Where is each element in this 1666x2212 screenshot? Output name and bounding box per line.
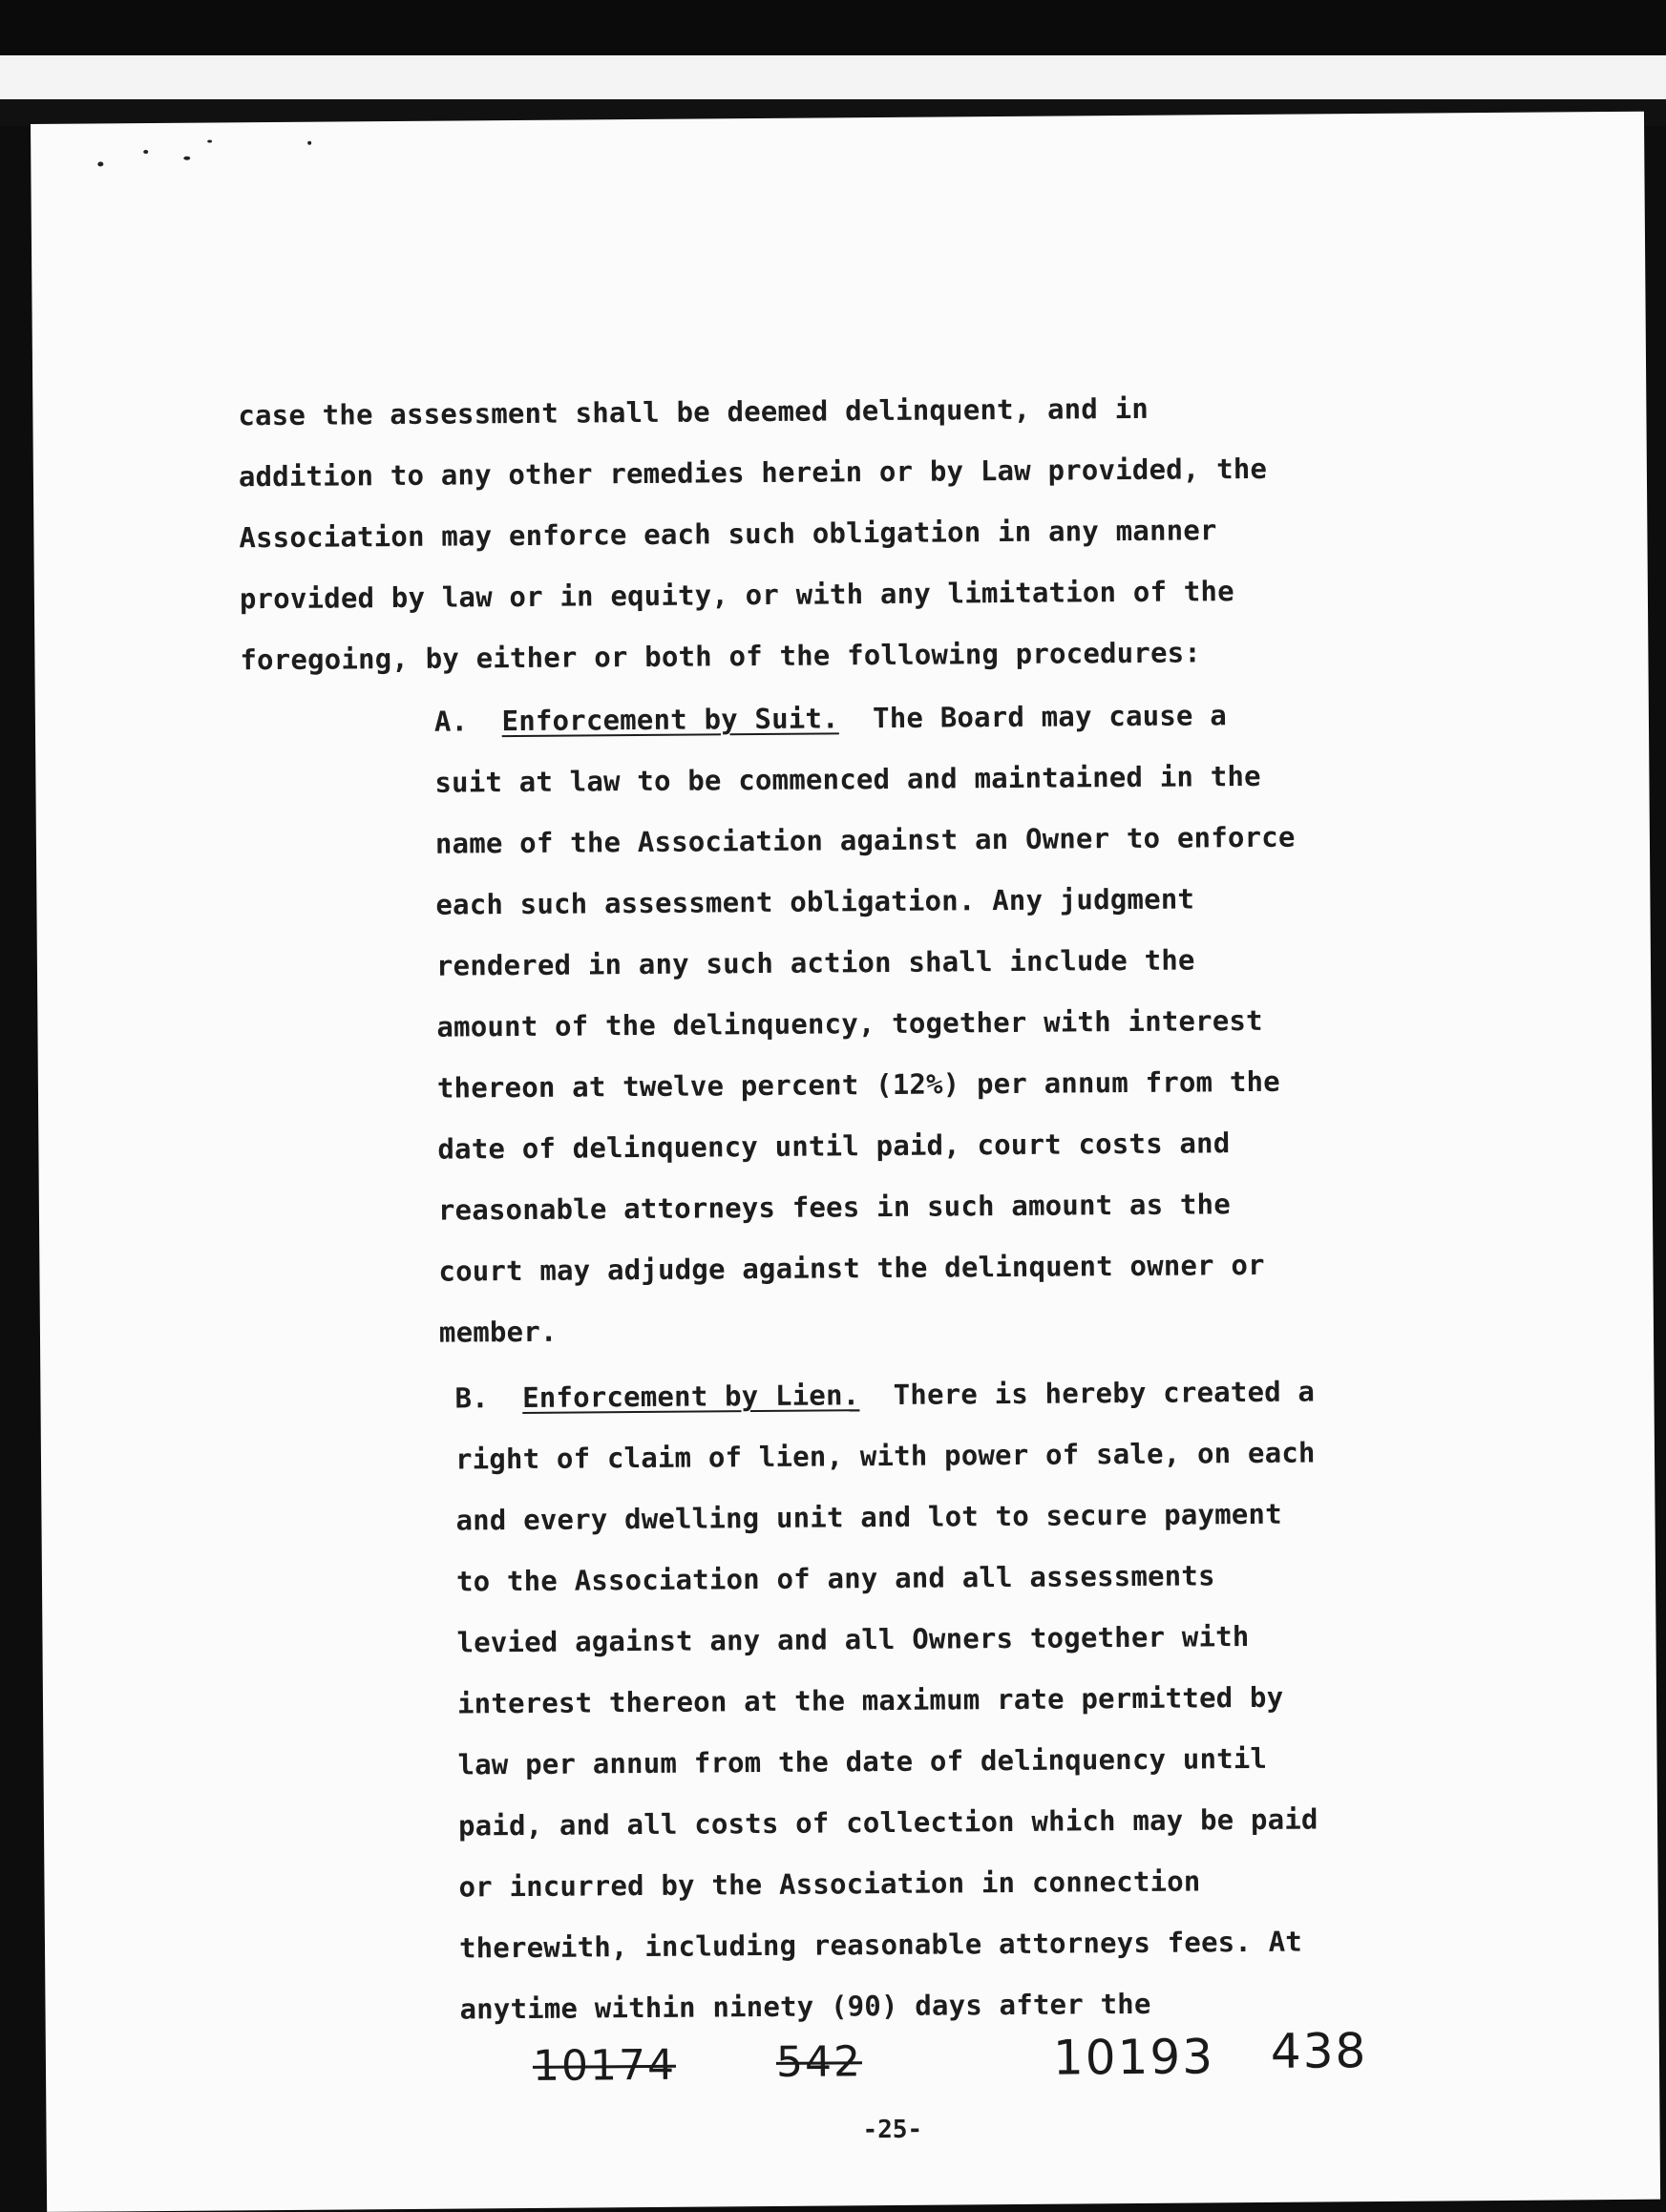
section-a-first-line-text: The Board may cause a bbox=[872, 699, 1228, 735]
scan-speck bbox=[183, 157, 190, 160]
struck-old-page-stamp: 542 bbox=[775, 2037, 863, 2087]
scan-speck bbox=[307, 141, 311, 145]
text-line: name of the Association against an Owner to enforce bbox=[434, 820, 1296, 860]
text-line: interest thereon at the maximum rate permitted by bbox=[456, 1680, 1284, 1720]
text-line: suit at law to be commenced and maintained in the bbox=[434, 759, 1261, 799]
text-line: therewith, including reasonable attorneys fees. At bbox=[458, 1925, 1303, 1965]
intro-paragraph bbox=[238, 377, 1269, 690]
section-b-first-line-text: There is hereby created a bbox=[893, 1375, 1316, 1411]
scan-speck bbox=[97, 161, 103, 166]
section-b-first-line bbox=[454, 1360, 1315, 1428]
text-line: each such assessment obligation. Any judgment bbox=[435, 882, 1195, 921]
recording-volume-stamp: 10193 bbox=[1052, 2029, 1215, 2086]
section-a-first-line bbox=[434, 685, 1295, 752]
section-b-enforcement-by-lien bbox=[454, 1360, 1319, 2039]
text-line: reasonable attorneys fees in such amount as the bbox=[437, 1188, 1232, 1227]
text-line: Association may enforce each such obligation in any manner bbox=[239, 514, 1217, 555]
text-line: thereon at twelve percent (12%) per annum from the bbox=[436, 1064, 1281, 1105]
text-line: foregoing, by either or both of the following procedures: bbox=[240, 636, 1202, 677]
text-line: addition to any other remedies herein or by Law provided, the bbox=[238, 452, 1268, 494]
text-line: rendered in any such action shall include the bbox=[435, 943, 1195, 982]
page-number: -25- bbox=[862, 2115, 923, 2145]
text-line: or incurred by the Association in connection bbox=[458, 1864, 1201, 1904]
section-b-label: B. bbox=[454, 1381, 489, 1415]
section-b-heading: Enforcement by Lien. bbox=[522, 1379, 860, 1414]
text-line: anytime within ninety (90) days after the bbox=[459, 1987, 1151, 2026]
text-line: right of claim of lien, with power of sale, on each bbox=[454, 1436, 1316, 1476]
section-a-enforcement-by-suit bbox=[434, 685, 1299, 1363]
scan-speck bbox=[207, 140, 212, 143]
text-line: member. bbox=[438, 1315, 558, 1349]
text-line: and every dwelling unit and lot to secure payment bbox=[455, 1497, 1282, 1537]
document-page bbox=[31, 112, 1660, 2212]
section-a-heading: Enforcement by Suit. bbox=[501, 702, 839, 738]
section-a-label: A. bbox=[433, 705, 469, 738]
text-line: paid, and all costs of collection which may be paid bbox=[457, 1802, 1318, 1843]
recording-page-stamp: 438 bbox=[1270, 2023, 1368, 2079]
text-line: law per annum from the date of delinquency until bbox=[457, 1741, 1268, 1781]
struck-old-volume-stamp: 10174 bbox=[532, 2040, 677, 2091]
text-line: date of delinquency until paid, court costs and bbox=[437, 1127, 1231, 1166]
scan-speck bbox=[143, 150, 148, 154]
text-line: court may adjudge against the delinquent owner or bbox=[438, 1248, 1265, 1288]
text-line: case the assessment shall be deemed delinquent, and in bbox=[238, 391, 1149, 432]
text-line: amount of the delinquency, together with interest bbox=[436, 1003, 1263, 1043]
text-line: to the Association of any and all assessments bbox=[455, 1559, 1215, 1598]
scan-top-border bbox=[0, 0, 1666, 55]
text-line: provided by law or in equity, or with any limitation of the bbox=[239, 575, 1234, 616]
text-line: levied against any and all Owners together with bbox=[456, 1620, 1250, 1659]
